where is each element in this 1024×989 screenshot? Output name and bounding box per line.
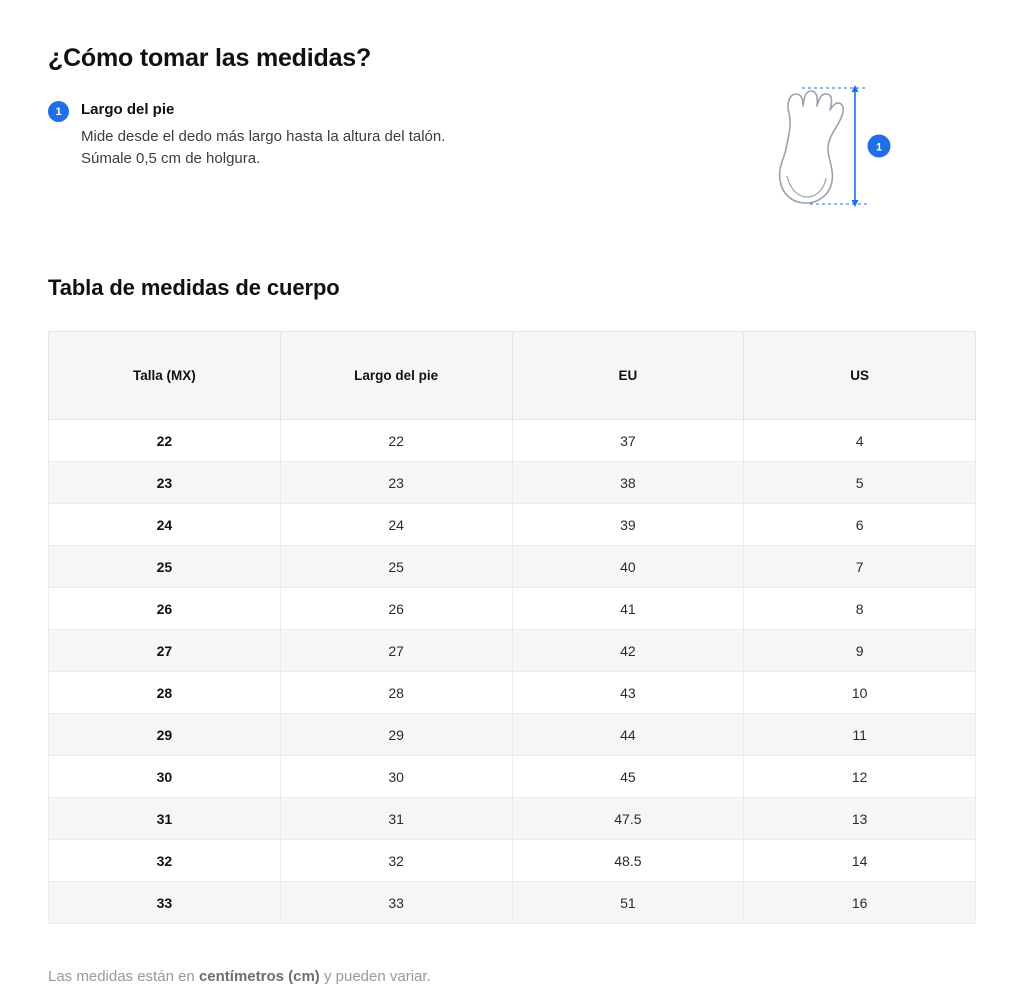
table-row xyxy=(49,588,976,630)
table-cell: 44 xyxy=(512,714,744,756)
foot-diagram xyxy=(756,77,896,227)
size-table-head xyxy=(49,332,976,420)
table-cell: 24 xyxy=(280,504,512,546)
table-row xyxy=(49,546,976,588)
size-table-column-header: EU xyxy=(512,332,744,420)
table-cell: 6 xyxy=(744,504,976,546)
table-row xyxy=(49,630,976,672)
table-cell: 51 xyxy=(512,882,744,924)
instruction-item-foot-length xyxy=(48,99,568,171)
table-cell: 25 xyxy=(49,546,281,588)
table-cell: 37 xyxy=(512,420,744,462)
table-row xyxy=(49,798,976,840)
table-cell: 23 xyxy=(49,462,281,504)
table-cell: 29 xyxy=(280,714,512,756)
table-cell: 14 xyxy=(744,840,976,882)
table-cell: 27 xyxy=(49,630,281,672)
table-cell: 39 xyxy=(512,504,744,546)
table-row xyxy=(49,756,976,798)
table-cell: 26 xyxy=(49,588,281,630)
footnote xyxy=(48,968,976,985)
table-cell: 22 xyxy=(49,420,281,462)
table-cell: 32 xyxy=(49,840,281,882)
table-cell: 24 xyxy=(49,504,281,546)
table-cell: 22 xyxy=(280,420,512,462)
table-cell: 9 xyxy=(744,630,976,672)
table-cell: 12 xyxy=(744,756,976,798)
table-cell: 32 xyxy=(280,840,512,882)
footnote-prefix: Las medidas están en xyxy=(48,968,199,985)
table-cell: 45 xyxy=(512,756,744,798)
table-cell: 42 xyxy=(512,630,744,672)
table-row xyxy=(49,462,976,504)
table-cell: 4 xyxy=(744,420,976,462)
table-cell: 11 xyxy=(744,714,976,756)
section-title-size-table: Tabla de medidas de cuerpo xyxy=(48,275,340,300)
table-cell: 30 xyxy=(280,756,512,798)
table-cell: 5 xyxy=(744,462,976,504)
size-table-body xyxy=(49,420,976,924)
table-row xyxy=(49,420,976,462)
table-cell: 40 xyxy=(512,546,744,588)
foot-outline-icon xyxy=(756,77,896,227)
table-cell: 33 xyxy=(280,882,512,924)
table-cell: 8 xyxy=(744,588,976,630)
size-table xyxy=(48,331,976,924)
size-table-header-row xyxy=(49,332,976,420)
table-cell: 28 xyxy=(49,672,281,714)
table-cell: 31 xyxy=(49,798,281,840)
table-row xyxy=(49,672,976,714)
diagram-marker-label: 1 xyxy=(875,141,883,154)
table-cell: 31 xyxy=(280,798,512,840)
table-cell: 41 xyxy=(512,588,744,630)
instruction-text xyxy=(81,99,451,171)
measure-instructions xyxy=(48,99,976,239)
table-row xyxy=(49,714,976,756)
table-cell: 27 xyxy=(280,630,512,672)
table-cell: 33 xyxy=(49,882,281,924)
table-cell: 13 xyxy=(744,798,976,840)
table-row xyxy=(49,840,976,882)
size-table-column-header: Talla (MX) xyxy=(49,332,281,420)
table-row xyxy=(49,504,976,546)
table-cell: 48.5 xyxy=(512,840,744,882)
table-row xyxy=(49,882,976,924)
table-cell: 10 xyxy=(744,672,976,714)
size-table-column-header: Largo del pie xyxy=(280,332,512,420)
page-title: ¿Cómo tomar las medidas? xyxy=(48,44,372,72)
table-cell: 25 xyxy=(280,546,512,588)
table-cell: 7 xyxy=(744,546,976,588)
footnote-suffix: y pueden variar. xyxy=(319,968,431,985)
instruction-title: Largo del pie xyxy=(81,101,175,118)
instruction-description: Mide desde el dedo más largo hasta la altura del talón. Súmale 0,5 cm de holgura. xyxy=(81,127,446,168)
footnote-emphasis: centímetros (cm) xyxy=(198,968,320,985)
table-cell: 16 xyxy=(744,882,976,924)
table-cell: 30 xyxy=(49,756,281,798)
step-number-badge: 1 xyxy=(48,101,69,122)
table-cell: 47.5 xyxy=(512,798,744,840)
table-cell: 43 xyxy=(512,672,744,714)
table-cell: 38 xyxy=(512,462,744,504)
table-cell: 23 xyxy=(280,462,512,504)
table-cell: 28 xyxy=(280,672,512,714)
table-cell: 26 xyxy=(280,588,512,630)
size-table-column-header: US xyxy=(744,332,976,420)
table-cell: 29 xyxy=(49,714,281,756)
